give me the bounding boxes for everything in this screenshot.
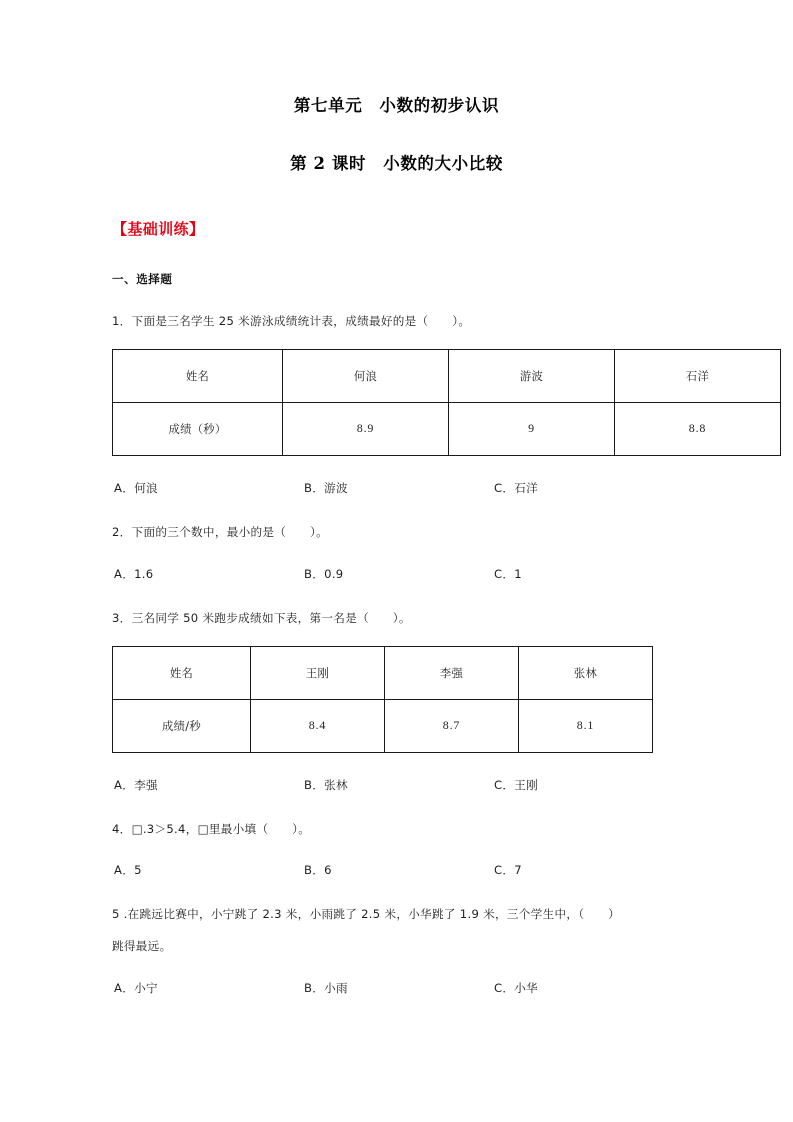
swim-name-2: 游波 bbox=[449, 349, 615, 402]
run-name-3: 张林 bbox=[519, 646, 653, 699]
question-2-option-a[interactable]: A．1.6 bbox=[114, 566, 154, 581]
table-row bbox=[113, 402, 781, 455]
question-2-option-c[interactable]: C．1 bbox=[494, 566, 522, 581]
part-header: 一、选择题 bbox=[112, 271, 173, 286]
swim-row-label-name: 姓名 bbox=[113, 349, 283, 402]
table-row bbox=[113, 646, 653, 699]
run-name-2: 李强 bbox=[385, 646, 519, 699]
run-score-table bbox=[112, 646, 653, 753]
swim-score-table bbox=[112, 349, 781, 456]
question-3-option-c[interactable]: C．王刚 bbox=[494, 777, 539, 792]
table-row bbox=[113, 699, 653, 752]
unit-title: 第七单元 小数的初步认识 bbox=[293, 96, 500, 115]
question-3-option-b[interactable]: B．张林 bbox=[304, 777, 348, 792]
table-row bbox=[113, 349, 781, 402]
run-score-3: 8.1 bbox=[519, 699, 653, 752]
question-2-options bbox=[112, 566, 681, 584]
question-5-option-b[interactable]: B．小雨 bbox=[304, 981, 348, 996]
swim-name-3: 石洋 bbox=[615, 349, 781, 402]
question-4-text: 4．□.3＞5.4，□里最小填（ ）。 bbox=[112, 821, 311, 836]
question-1-option-c[interactable]: C．石洋 bbox=[494, 480, 539, 495]
lesson-title: 第 2 课时 小数的大小比较 bbox=[290, 153, 503, 173]
question-5-option-c[interactable]: C．小华 bbox=[494, 981, 539, 996]
run-row-label-score: 成绩/秒 bbox=[113, 699, 251, 752]
question-1-option-a[interactable]: A．何浪 bbox=[114, 480, 158, 495]
section-header: 【基础训练】 bbox=[112, 219, 205, 238]
question-4-option-b[interactable]: B．6 bbox=[304, 863, 332, 878]
question-5-options bbox=[112, 980, 681, 998]
swim-name-1: 何浪 bbox=[283, 349, 449, 402]
run-row-label-name: 姓名 bbox=[113, 646, 251, 699]
question-5-option-a[interactable]: A．小宁 bbox=[114, 981, 158, 996]
question-1-option-b[interactable]: B．游波 bbox=[304, 480, 348, 495]
run-name-1: 王刚 bbox=[251, 646, 385, 699]
question-3-options bbox=[112, 777, 681, 795]
swim-score-3: 8.8 bbox=[615, 402, 781, 455]
run-score-1: 8.4 bbox=[251, 699, 385, 752]
question-4-option-a[interactable]: A．5 bbox=[114, 863, 142, 878]
question-1-text: 1．下面是三名学生 25 米游泳成绩统计表，成绩最好的是（ ）。 bbox=[112, 313, 471, 328]
title-block bbox=[112, 0, 681, 174]
question-3-text: 3．三名同学 50 米跑步成绩如下表，第一名是（ ）。 bbox=[112, 610, 411, 625]
question-2-option-b[interactable]: B．0.9 bbox=[304, 566, 344, 581]
question-5-text: 5 .在跳远比赛中，小宁跳了 2.3 米，小雨跳了 2.5 米，小华跳了 1.9 米，三个学生中，（ ） bbox=[112, 907, 621, 922]
question-4-options bbox=[112, 862, 681, 880]
question-1-options bbox=[112, 480, 681, 498]
question-2-text: 2．下面的三个数中，最小的是（ ）。 bbox=[112, 524, 328, 539]
question-5-text-line2: 跳得最远。 bbox=[112, 939, 172, 954]
swim-score-2: 9 bbox=[449, 402, 615, 455]
question-3-option-a[interactable]: A．李强 bbox=[114, 777, 158, 792]
swim-score-1: 8.9 bbox=[283, 402, 449, 455]
swim-row-label-score: 成绩（秒） bbox=[113, 402, 283, 455]
run-score-2: 8.7 bbox=[385, 699, 519, 752]
question-4-option-c[interactable]: C．7 bbox=[494, 863, 522, 878]
